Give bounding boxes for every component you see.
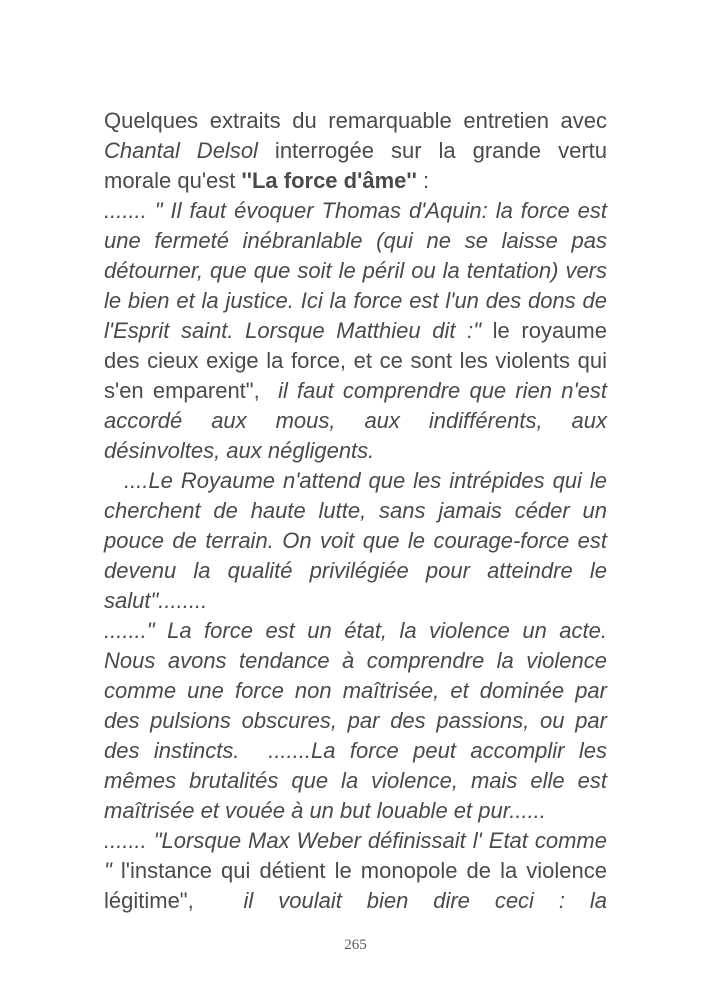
text-run-italic: il faut comprendre que rien n'est accordé aux mous, aux indifférents, aux désinvoltes, aux négligents. — [104, 378, 607, 463]
text-run: l'instance qui détient le monopole de la violence légitime", — [104, 858, 608, 913]
text-run-italic: ....Le Royaume n'attend que les intrépides qui le cherchent de haute lutte, sans jamais céder un pouce de terrain. On voit que le courage-force est devenu la qualité privilégiée pour atteindre le salut"........ — [104, 468, 607, 613]
paragraph-quote-4 — [104, 826, 607, 916]
text-run: interrogée sur la grande vertu morale qu'est — [104, 138, 607, 193]
paragraph-quote-1 — [104, 196, 607, 466]
paragraph-intro — [104, 106, 607, 196]
page-number: 265 — [344, 937, 367, 953]
text-run: le royaume des cieux exige la force, et ce sont les violents qui s'en emparent", — [104, 318, 607, 403]
paragraph-quote-3 — [104, 616, 607, 826]
paragraph-quote-2 — [104, 466, 607, 616]
text-run: Quelques extraits du remarquable entretien avec — [104, 108, 607, 133]
text-run-italic: Chantal Delsol — [104, 138, 258, 163]
text-run-italic: ....... " Il faut évoquer Thomas d'Aquin: la force est une fermeté inébranlable (qui ne se laisse pas détourner, que que soit le péril ou la tentation) vers le bien et la justice. Ici la force est l'un des dons de l'Esprit saint. Lorsque Matthieu dit :" — [104, 198, 607, 343]
text-run-bold: ''La force d'âme'' — [241, 168, 417, 193]
text-run: : — [416, 168, 430, 193]
text-run-italic: ......." La force est un état, la violence un acte. Nous avons tendance à comprendre la violence comme une force non maîtrisée, et dominée par des pulsions obscures, par des passions, ou par des instincts. .......La force peut accomplir les mêmes brutalités que la violence, mais elle est maîtrisée et vouée à un but louable et pur...... — [104, 618, 607, 823]
document-body — [104, 106, 607, 916]
text-run-italic: il voulait bien dire ceci : la — [218, 888, 607, 913]
text-run-italic: ....... "Lorsque Max Weber définissait l' Etat comme " — [104, 828, 607, 883]
